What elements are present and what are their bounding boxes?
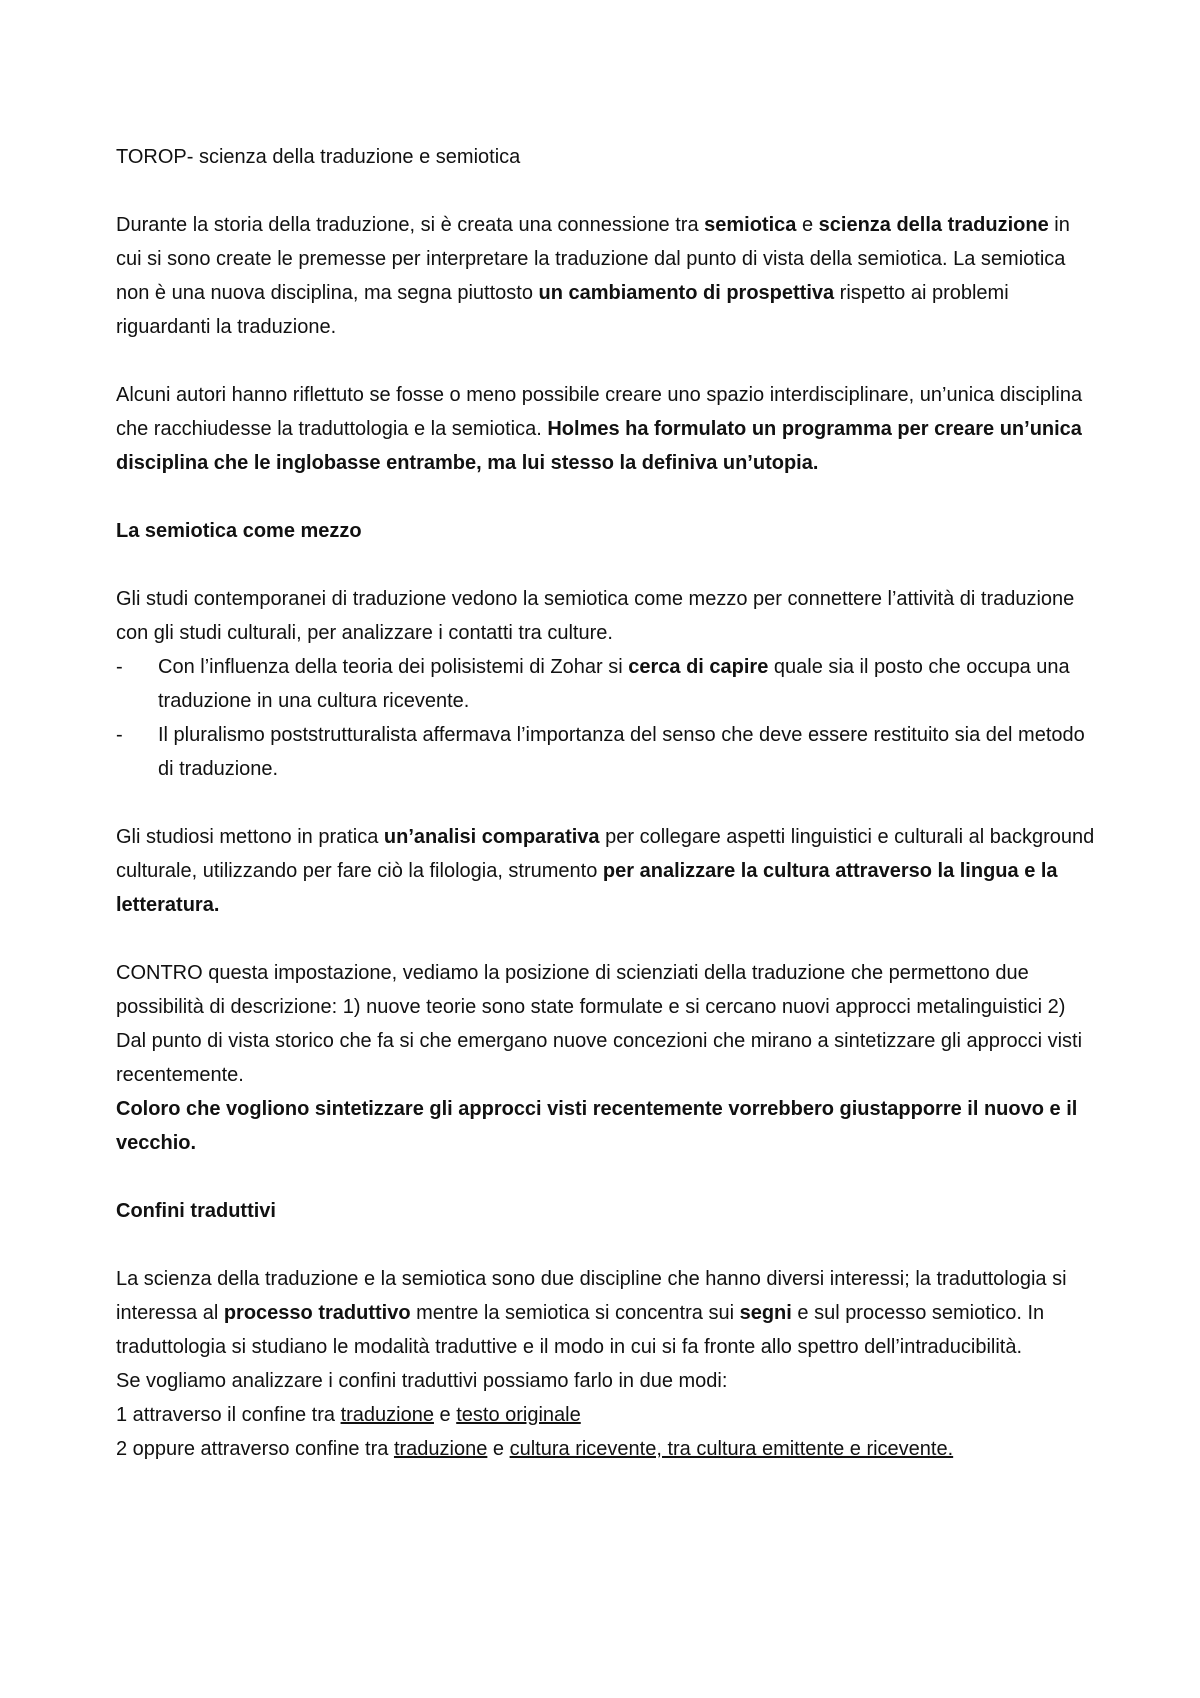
underlined-text: traduzione [340,1404,434,1426]
document-title: TOROP- scienza della traduzione e semiotica [116,146,521,168]
paragraph-4: Gli studiosi mettono in pratica un’analisi comparativa per collegare aspetti linguistici e culturali al background culturale, utilizzando per fare ciò la filologia, strumento per analizzare la cultura attraverso la lingua e la letteratura. [116,826,1095,916]
numbered-line-1: 1 attraverso il confine tra traduzione e testo originale [116,1404,581,1426]
bold-text: semiotica [704,214,797,236]
paragraph-6: Coloro che vogliono sintetizzare gli approcci visti recentemente vorrebbero giustapporre il nuovo e il vecchio. [116,1098,1078,1154]
dash-bullet: - [116,724,123,746]
underlined-text: traduzione [393,1438,488,1460]
numbered-line-2: 2 oppure attraverso confine tra traduzione e cultura ricevente, tra cultura emittente e ricevente. [116,1438,954,1460]
section-heading-confini: Confini traduttivi [116,1200,276,1222]
bold-text: Holmes ha formulato un programma per creare un’unica disciplina che le inglobasse entrambe, ma lui stesso la definiva un’utopia. [116,418,1082,474]
bold-text: segni [739,1302,792,1324]
paragraph-5: CONTRO questa impostazione, vediamo la posizione di scienziati della traduzione che permettono due possibilità di descrizione: 1) nuove teorie sono state formulate e si cercano nuovi approcci metalinguistici 2) Dal punto di vista storico che fa si che emergano nuove concezioni che mirano a sintetizzare gli approcci visti recentemente. [116,962,1083,1086]
bold-text: un’analisi comparativa [383,826,600,848]
bullet-list [116,650,1096,786]
bold-text: scienza della traduzione [818,214,1049,236]
list-item: - Con l’influenza della teoria dei polisistemi di Zohar si cerca di capire quale sia il posto che occupa una traduzione in una cultura ricevente. [116,650,1096,718]
bold-text: per analizzare la cultura attraverso la lingua e la letteratura. [116,860,1058,916]
document-body [116,140,1096,1466]
paragraph-2: Alcuni autori hanno riflettuto se fosse o meno possibile creare uno spazio interdisciplinare, un’unica disciplina che racchiudesse la traduttologia e la semiotica. Holmes ha formulato un programma per creare un’unica disciplina che le inglobasse entrambe, ma lui stesso la definiva un’utopia. [116,384,1083,474]
paragraph-8: Se vogliamo analizzare i confini traduttivi possiamo farlo in due modi: [116,1370,728,1392]
paragraph-1: Durante la storia della traduzione, si è creata una connessione tra semiotica e scienza della traduzione in cui si sono create le premesse per interpretare la traduzione dal punto di vista della semiotica. La semiotica non è una nuova disciplina, ma segna piuttosto un cambiamento di prospettiva rispetto ai problemi riguardanti la traduzione. [116,214,1070,338]
paragraph-7: La scienza della traduzione e la semiotica sono due discipline che hanno diversi interessi; la traduttologia si interessa al processo traduttivo mentre la semiotica si concentra sui segni e sul processo semiotico. In traduttologia si studiano le modalità traduttive e il modo in cui si fa fronte allo spettro dell’intraducibilità. [116,1268,1067,1358]
underlined-text: cultura ricevente, tra cultura emittente e ricevente. [509,1438,954,1460]
dash-bullet: - [116,656,123,678]
bold-text: cerca di capire [628,656,769,678]
list-item: - Il pluralismo poststrutturalista affermava l’importanza del senso che deve essere restituito sia del metodo di traduzione. [116,718,1096,786]
bold-text: un cambiamento di prospettiva [538,282,835,304]
paragraph-3: Gli studi contemporanei di traduzione vedono la semiotica come mezzo per connettere l’attività di traduzione con gli studi culturali, per analizzare i contatti tra culture. [116,588,1075,644]
underlined-text: testo originale [456,1404,581,1426]
section-heading-semiotica: La semiotica come mezzo [116,520,362,542]
bold-text: processo traduttivo [223,1302,411,1324]
